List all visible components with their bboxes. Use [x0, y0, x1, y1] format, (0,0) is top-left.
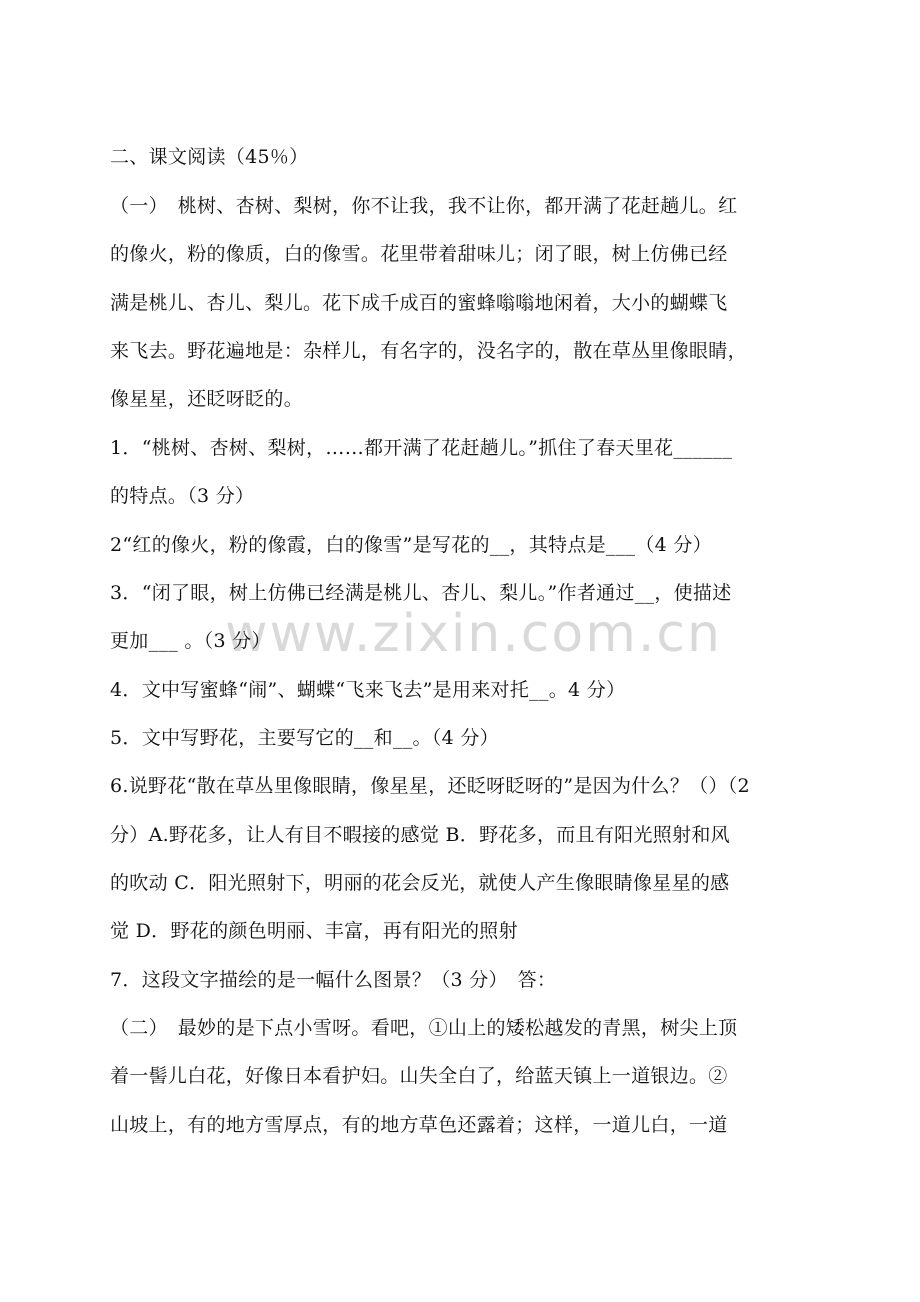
- section-heading: 二、课文阅读（45％）: [110, 146, 309, 168]
- question-line: 分）A.野花多，让人有目不暇接的感觉 B．野花多，而且有阳光照射和风: [110, 824, 730, 846]
- watermark: www.zixin.com.cn: [225, 604, 722, 664]
- passage-one-line: 的像火，粉的像质，白的像雪。花里带着甜味儿；闭了眼，树上仿佛已经: [110, 243, 728, 265]
- question-line: 的吹动 C．阳光照射下，明丽的花会反光，就使人产生像眼睛像星星的感: [110, 872, 730, 894]
- question-line: 1．“桃树、杏树、梨树，……都开满了花赶趟儿。”抓住了春天里花______: [110, 437, 733, 459]
- passage-one-line: 满是桃儿、杏儿、梨儿。花下成千成百的蜜蜂嗡嗡地闲着，大小的蝴蝶飞: [110, 292, 728, 314]
- question-line: 6.说野花“散在草丛里像眼睛，像星星，还眨呀眨呀的”是因为什么？（）（2: [110, 775, 750, 797]
- passage-one-line: 来飞去。野花遍地是：杂样儿，有名字的，没名字的，散在草丛里像眼睛，: [110, 340, 747, 362]
- question-line: 的特点。（3 分）: [110, 485, 255, 507]
- question-line: 4．文中写蜜蜂“闹”、蝴蝶“飞来飞去”是用来对托__。4 分）: [110, 679, 626, 701]
- question-line: 3．“闭了眼，树上仿佛已经满是桃儿、杏儿、梨儿。”作者通过__，使描述: [110, 582, 732, 604]
- passage-one-line: 像星星，还眨呀眨的。: [110, 388, 304, 410]
- question-line: 觉 D．野花的颜色明丽、丰富，再有阳光的照射: [110, 920, 518, 942]
- passage-two-line: （二） 最妙的是下点小雪呀。看吧，①山上的矮松越发的青黑，树尖上顶: [110, 1017, 738, 1039]
- question-line: 5．文中写野花，主要写它的__和__。（4 分）: [110, 727, 499, 749]
- question-line: 更加___ 。（3 分）: [110, 630, 271, 652]
- question-line: 2“红的像火，粉的像霞，白的像雪”是写花的__，其特点是___（4 分）: [110, 534, 712, 556]
- question-line: 7．这段文字描绘的是一幅什么图景？（3 分） 答：: [110, 969, 557, 991]
- passage-two-line: 山坡上，有的地方雪厚点，有的地方草色还露着；这样，一道儿白，一道: [110, 1114, 728, 1136]
- passage-one-line: （一） 桃树、杏树、梨树，你不让我，我不让你，都开满了花赶趟儿。红: [110, 195, 738, 217]
- passage-two-line: 着一髻儿白花，好像日本看护妇。山失全白了，给蓝天镇上一道银边。②: [110, 1065, 728, 1087]
